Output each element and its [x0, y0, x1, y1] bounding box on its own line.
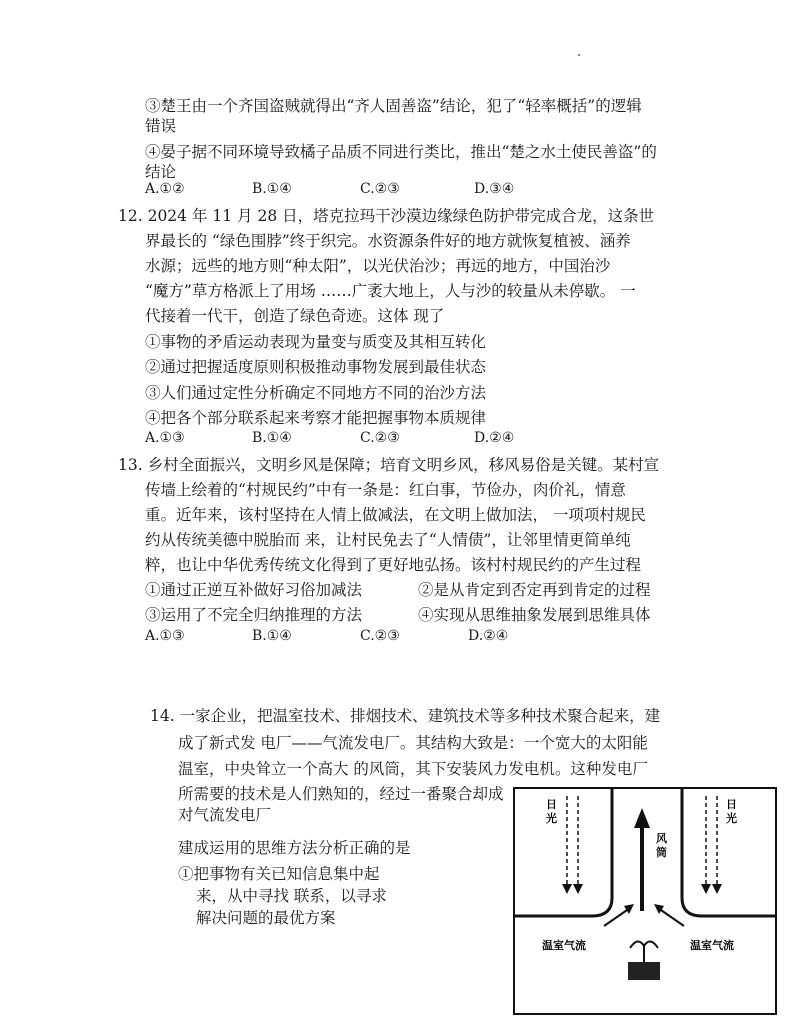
wind-tube-label-1: 风 — [656, 832, 667, 845]
q11-item4-line1: ④晏子据不同环境导致橘子品质不同进行类比，推出“楚之水土使民善盗”的 — [145, 143, 657, 161]
airflow-left-label: 温室气流 — [542, 939, 586, 952]
q12-stem-line4: “魔方”草方格派上了用场 ……广袤大地上，人与沙的较量从未停歇。 一 — [145, 282, 636, 300]
q12-option-d: D.②④ — [474, 430, 515, 446]
sunlight-left-label-2: 光 — [546, 812, 557, 825]
q13-stem-line3: 重。近年来，该村坚持在人情上做减法，在文明上做加法， 一项项村规民 — [145, 506, 646, 524]
q12-item-2: ②通过把握适度原则积极推动事物发展到最佳状态 — [145, 358, 487, 376]
q14-stem-line4: 所需要的技术是人们熟知的，经过一番聚合却成 — [178, 785, 504, 803]
q13-stem-line4: 约从传统美德中脱胎而 来，让村民免去了“人情债”，让邻里情更简单纯 — [145, 531, 631, 549]
sunlight-arrowhead-right-1 — [701, 884, 711, 894]
q13-option-a: A.①③ — [145, 628, 185, 644]
q13-stem-line2: 传墙上绘着的“村规民约”中有一条是：红白事，节俭办，肉价礼，情意 — [145, 481, 626, 499]
q13-option-c: C.②③ — [360, 628, 400, 644]
sunlight-arrowhead-left-1 — [562, 884, 572, 894]
q12-option-c: C.②③ — [360, 430, 400, 446]
q14-item1-line1: ①把事物有关已知信息集中起 — [178, 865, 380, 883]
sunlight-left-label-1: 日 — [546, 798, 557, 811]
q11-option-d: D.③④ — [474, 181, 515, 197]
q12-option-b: B.①④ — [252, 430, 292, 446]
airflow-power-plant-diagram — [512, 786, 782, 1016]
q11-item3-line2: 错误 — [145, 117, 177, 135]
q12-stem-line1: 12. 2024 年 11 月 28 日，塔克拉玛干沙漠边缘绿色防护带完成合龙，这条世 — [118, 207, 655, 225]
q14-stem-line5: 对气流发电厂 — [178, 806, 272, 824]
wind-arrow-head — [634, 808, 650, 828]
q11-option-c: C.②③ — [360, 181, 400, 197]
tube-left-wall — [514, 788, 612, 916]
airflow-arrow-right — [658, 908, 684, 926]
q14-stem-line3: 温室，中央耸立一个高大 的风筒，其下安装风力发电机。这种发电厂 — [178, 760, 648, 778]
q14-item1-line3: 解决问题的最优方案 — [196, 909, 336, 927]
airflow-arrowhead-right — [654, 904, 664, 914]
q11-option-b: B.①④ — [252, 181, 292, 197]
q13-stem-line5: 粹，也让中华优秀传统文化得到了更好地弘扬。该村村规民约的产生过程 — [145, 556, 642, 574]
sunlight-arrowhead-right-2 — [712, 884, 722, 894]
q13-item-1: ①通过正逆互补做好习俗加减法 — [145, 581, 363, 599]
airflow-right-label: 温室气流 — [690, 939, 734, 952]
sunlight-arrowhead-left-2 — [573, 884, 583, 894]
q14-item1-line2: 来，从中寻找 联系，以寻求 — [196, 887, 387, 905]
q14-stem-line6: 建成运用的思维方法分析正确的是 — [178, 839, 411, 857]
q11-option-a: A.①② — [145, 181, 185, 197]
q13-item-3: ③运用了不完全归纳推理的方法 — [145, 606, 363, 624]
q14-stem-line2: 成了新式发 电厂——气流发电厂。其结构大致是：一个宽大的太阳能 — [178, 734, 648, 752]
wind-tube-label-2: 筒 — [656, 846, 667, 859]
q11-item4-line2: 结论 — [145, 163, 177, 181]
sunlight-right-label-1: 日 — [726, 798, 737, 811]
sunlight-right-label-2: 光 — [726, 812, 737, 825]
q12-item-1: ①事物的矛盾运动表现为量变与质变及其相互转化 — [145, 333, 487, 351]
q14-stem-line1: 14. 一家企业，把温室技术、排烟技术、建筑技术等多种技术聚合起来，建 — [150, 707, 661, 725]
q12-option-a: A.①③ — [145, 430, 185, 446]
generator-box — [628, 962, 660, 980]
scan-speck — [578, 54, 580, 56]
airflow-arrowhead-left — [624, 904, 634, 914]
q13-stem-line1: 13. 乡村全面振兴，文明乡风是保障；培育文明乡风，移风易俗是关键。某村宣 — [118, 456, 660, 474]
q11-item3-line1: ③楚王由一个齐国盗贼就得出“齐人固善盗”结论，犯了“轻率概括”的逻辑 — [145, 97, 642, 115]
q12-stem-line3: 水源；远些的地方则“种太阳”，以光伏治沙；再远的地方，中国治沙 — [145, 257, 611, 275]
q12-item-4: ④把各个部分联系起来考察才能把握事物本质规律 — [145, 409, 487, 427]
q13-option-b: B.①④ — [252, 628, 292, 644]
q12-stem-line5: 代接着一代干，创造了绿色奇迹。这体 现了 — [145, 307, 445, 325]
q13-option-d: D.②④ — [468, 628, 509, 644]
q13-item-2: ②是从肯定到否定再到肯定的过程 — [418, 581, 651, 599]
q12-stem-line2: 界最长的 “绿色围脖”终于织完。水资源条件好的地方就恢复植被、涵养 — [145, 232, 631, 250]
q13-item-4: ④实现从思维抽象发展到思维具体 — [418, 606, 651, 624]
q12-item-3: ③人们通过定性分析确定不同地方不同的治沙方法 — [145, 384, 487, 402]
